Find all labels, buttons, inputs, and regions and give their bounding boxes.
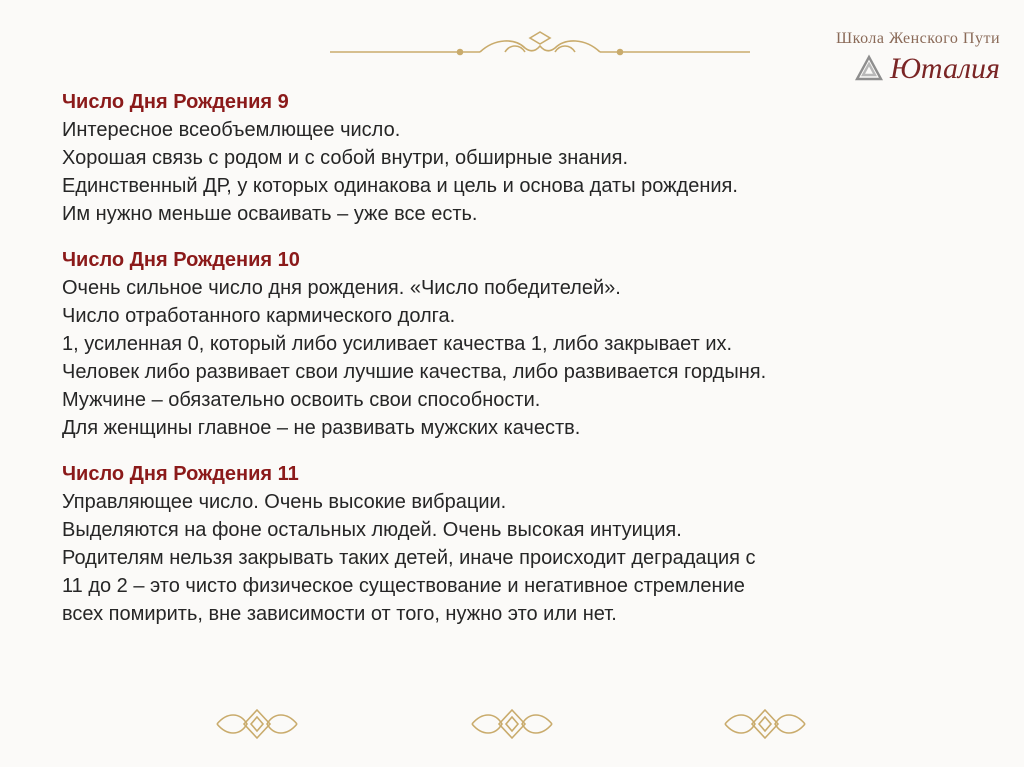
brand <box>836 30 1000 84</box>
text-line: Управляющее число. Очень высокие вибрации. <box>62 491 507 513</box>
section-title: Число Дня Рождения 9 <box>62 91 289 113</box>
brand-school-name: Школа Женского Пути <box>836 30 1000 47</box>
text-line: Очень сильное число дня рождения. «Число победителей». <box>62 277 621 299</box>
knot-ornament-icon <box>212 706 302 742</box>
section-birthday-10 <box>62 246 982 442</box>
knot-ornament-icon <box>720 706 810 742</box>
text-line: Выделяются на фоне остальных людей. Очень высокая интуиция. <box>62 519 682 541</box>
text-line: всех помирить, вне зависимости от того, нужно это или нет. <box>62 603 617 625</box>
section-title: Число Дня Рождения 11 <box>62 463 299 485</box>
text-line: Единственный ДР, у которых одинакова и цель и основа даты рождения. <box>62 175 738 197</box>
brand-row <box>836 54 1000 84</box>
text-line: 1, усиленная 0, который либо усиливает качества 1, либо закрывает их. <box>62 333 733 355</box>
text-line: Мужчине – обязательно освоить свои способности. <box>62 389 541 411</box>
text-line: Им нужно меньше осваивать – уже все есть. <box>62 203 478 225</box>
text-line: Хорошая связь с родом и с собой внутри, обширные знания. <box>62 147 629 169</box>
triangle-knot-logo-icon <box>854 54 884 84</box>
text-line: Число отработанного кармического долга. <box>62 305 456 327</box>
brand-name: Юталия <box>889 52 1000 85</box>
knot-ornament-icon <box>467 706 557 742</box>
content <box>62 88 982 646</box>
section-title: Число Дня Рождения 10 <box>62 249 300 271</box>
text-line: Интересное всеобъемлющее число. <box>62 119 401 141</box>
text-line: 11 до 2 – это чисто физическое существование и негативное стремление <box>62 575 745 597</box>
section-birthday-11 <box>62 460 982 628</box>
text-line: Для женщины главное – не развивать мужских качеств. <box>62 417 581 439</box>
text-line: Родителям нельзя закрывать таких детей, иначе происходит деградация с <box>62 547 756 569</box>
top-ornament-divider <box>330 30 750 64</box>
bottom-ornaments <box>0 706 1024 742</box>
text-line: Человек либо развивает свои лучшие качества, либо развивается гордыня. <box>62 361 767 383</box>
section-birthday-9 <box>62 88 982 228</box>
